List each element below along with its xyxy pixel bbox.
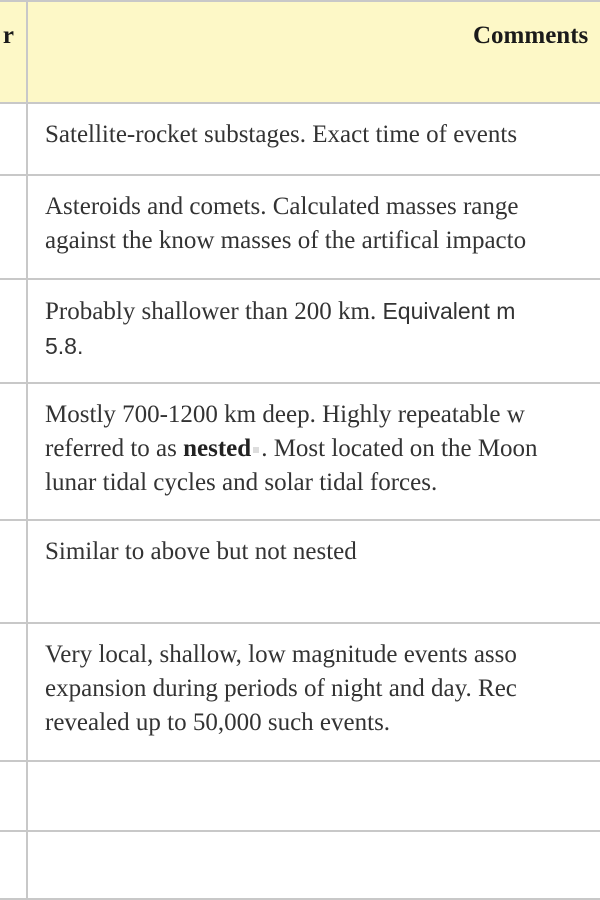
row-comment-line: Mostly 700-1200 km deep. Highly repeatable w — [45, 401, 525, 428]
header-comments-cell — [28, 2, 600, 102]
row-comment-cell — [28, 104, 600, 174]
table-row — [0, 176, 600, 280]
table-row — [0, 384, 600, 521]
table-row-empty — [0, 762, 600, 832]
row-comment-cell — [28, 384, 600, 519]
table-row-empty — [0, 832, 600, 900]
row-comment-cell — [28, 176, 600, 278]
row-comment-line: expansion during periods of night and day. Rec — [45, 675, 517, 702]
row-comment-cell — [28, 762, 600, 830]
row-left-cell — [0, 176, 28, 278]
row-comment-cell — [28, 280, 600, 382]
row-comment-line — [45, 294, 600, 329]
row-comment-text: . Most located on the Moon — [261, 435, 538, 462]
row-comment-cell — [28, 624, 600, 760]
table-header-row — [0, 0, 600, 104]
row-comment-line: against the know masses of the artifical impacto — [45, 227, 527, 254]
row-left-cell — [0, 384, 28, 519]
row-left-cell — [0, 762, 28, 830]
row-left-cell — [0, 832, 28, 898]
header-comments-label: Comments — [473, 22, 589, 49]
row-left-cell — [0, 624, 28, 760]
footnote-marker-icon — [253, 447, 259, 453]
row-comment-line: Very local, shallow, low magnitude events asso — [45, 641, 517, 668]
row-comment-line: revealed up to 50,000 such events. — [45, 709, 391, 736]
row-comment-line: lunar tidal cycles and solar tidal forces. — [45, 469, 438, 496]
row-comment-serif-text: Probably shallower than 200 km. — [45, 298, 377, 325]
table-row — [0, 104, 600, 176]
row-comment-line: Similar to above but not nested — [45, 538, 357, 565]
header-left-fragment: r — [2, 22, 14, 49]
row-left-cell — [0, 104, 28, 174]
row-comment-text: referred to as — [45, 435, 177, 462]
row-left-cell — [0, 280, 28, 382]
nested-term: nested — [183, 435, 252, 462]
row-comment-line — [45, 432, 600, 466]
table-row — [0, 280, 600, 384]
row-comment-cell — [28, 521, 600, 622]
row-comment-line: Satellite-rocket substages. Exact time of events — [45, 121, 518, 148]
row-left-cell — [0, 521, 28, 622]
table-row — [0, 624, 600, 762]
table-row — [0, 521, 600, 624]
header-left-cell — [0, 2, 28, 102]
row-comment-sans-text: Equivalent m — [382, 298, 516, 324]
row-comment-line: Asteroids and comets. Calculated masses range — [45, 193, 519, 220]
row-comment-line: 5.8. — [45, 333, 84, 359]
row-comment-cell — [28, 832, 600, 898]
